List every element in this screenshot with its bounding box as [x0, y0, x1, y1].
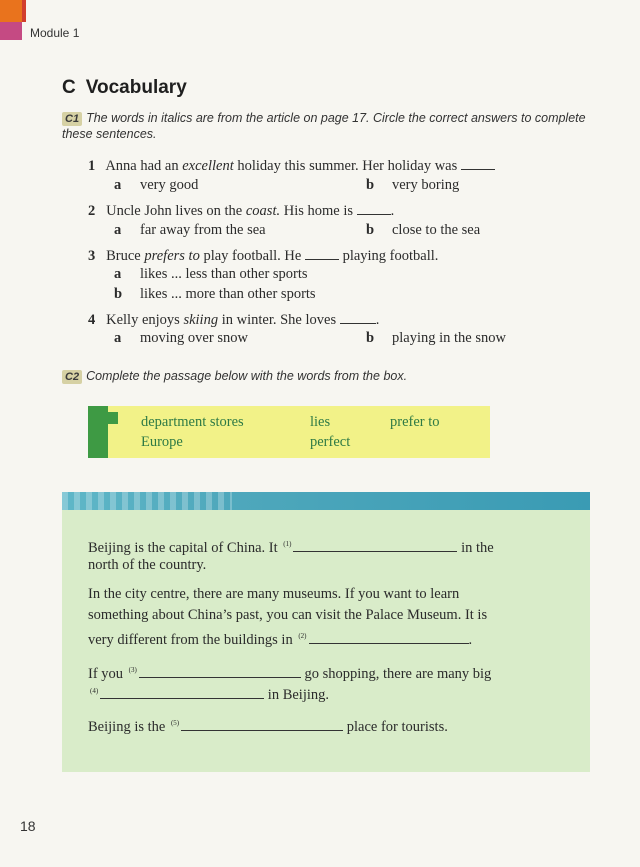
option-letter: b: [366, 330, 375, 346]
section-letter: C: [62, 77, 76, 98]
answer-blank[interactable]: [357, 202, 391, 215]
section-heading: [62, 77, 187, 99]
word-box-item: perfect: [310, 434, 351, 450]
passage-blank-1[interactable]: [293, 539, 457, 552]
option-text: very good: [140, 177, 199, 193]
passage-line: [88, 713, 448, 738]
passage-text: .: [468, 631, 473, 648]
blank-number: (2): [298, 632, 307, 640]
blank-number: (5): [170, 719, 180, 727]
question-3-option-a[interactable]: [114, 266, 308, 283]
answer-blank[interactable]: [461, 157, 495, 170]
passage-text: very different from the buildings in: [88, 631, 293, 648]
page-number: 18: [20, 818, 36, 834]
passage-blank-2[interactable]: [309, 631, 469, 644]
option-text: likes ... more than other sports: [140, 286, 316, 302]
question-text: Kelly enjoys: [106, 312, 184, 328]
question-text: Bruce: [106, 248, 145, 264]
question-1: [88, 157, 495, 175]
question-text: holiday this summer. Her holiday was: [233, 158, 458, 174]
passage-line: [88, 626, 472, 651]
passage-text: in Beijing.: [267, 686, 330, 703]
word-box-item: prefer to: [390, 414, 440, 430]
question-3-option-b[interactable]: [114, 286, 316, 303]
passage-line: [88, 681, 329, 706]
word-box-item: lies: [310, 414, 331, 430]
word-box-tab: [88, 406, 108, 458]
c1-instruction-text: The words in italics are from the article on page 17. Circle the correct answers to complete these sentences.: [62, 111, 586, 141]
passage-header-stripes: [62, 492, 232, 510]
option-letter: a: [114, 266, 122, 282]
question-text: Anna had an: [105, 158, 183, 174]
corner-decoration-orange: [0, 0, 22, 22]
question-number: 3: [88, 248, 96, 264]
question-2-option-b[interactable]: [366, 222, 480, 239]
blank-number: (3): [128, 666, 137, 674]
c1-badge: C1: [62, 112, 82, 126]
option-text: far away from the sea: [140, 222, 266, 238]
passage-line: In the city centre, there are many museums. If you want to learn: [88, 586, 460, 602]
c1-instruction: [62, 110, 587, 142]
question-text: playing football.: [342, 248, 439, 264]
passage-text: go shopping, there are many big: [304, 665, 492, 682]
passage-text: in the: [461, 539, 494, 556]
passage-line: north of the country.: [88, 557, 207, 573]
option-letter: a: [114, 222, 122, 238]
question-italic-word: excellent: [182, 158, 234, 174]
passage-blank-3[interactable]: [139, 665, 301, 678]
passage-text: If you: [88, 665, 124, 682]
passage-text: Beijing is the: [88, 718, 166, 735]
blank-number: (1): [283, 540, 292, 548]
question-4-option-a[interactable]: [114, 330, 248, 347]
question-number: 2: [88, 203, 96, 219]
question-italic-word: prefers to: [144, 248, 200, 264]
question-number: 4: [88, 312, 96, 328]
question-italic-word: skiing: [183, 312, 219, 328]
passage-text: Beijing is the capital of China. It: [88, 539, 278, 556]
passage-blank-5[interactable]: [181, 718, 343, 731]
option-text: moving over snow: [140, 330, 248, 346]
c2-badge: C2: [62, 370, 82, 384]
word-box-item: Europe: [141, 434, 183, 450]
question-italic-word: coast.: [245, 203, 281, 219]
word-box-notch: [106, 412, 118, 424]
question-2-option-a[interactable]: [114, 222, 266, 239]
question-text: play football. He: [199, 248, 302, 264]
passage-line: something about China’s past, you can visit the Palace Museum. It is: [88, 607, 488, 623]
question-number: 1: [88, 158, 96, 174]
option-text: very boring: [392, 177, 460, 193]
question-2: [88, 202, 394, 220]
option-text: likes ... less than other sports: [140, 266, 308, 282]
c2-instruction: [62, 368, 587, 384]
question-4-option-b[interactable]: [366, 330, 506, 347]
option-letter: b: [114, 286, 123, 302]
answer-blank[interactable]: [340, 311, 376, 324]
blank-number: (4): [90, 687, 99, 695]
question-1-option-b[interactable]: [366, 177, 459, 194]
question-4: [88, 311, 379, 329]
section-title: Vocabulary: [85, 77, 187, 98]
question-text: .: [390, 203, 395, 219]
corner-decoration-red: [22, 0, 26, 22]
answer-blank[interactable]: [305, 247, 339, 260]
option-text: playing in the snow: [392, 330, 506, 346]
option-letter: b: [366, 177, 375, 193]
corner-decoration-pink: [0, 22, 22, 40]
question-1-option-a[interactable]: [114, 177, 198, 194]
option-text: close to the sea: [392, 222, 481, 238]
question-text: Uncle John lives on the: [106, 203, 246, 219]
word-box-item: department stores: [141, 414, 244, 430]
question-text: .: [375, 312, 380, 328]
passage-blank-4[interactable]: [100, 686, 264, 699]
word-box: [88, 406, 490, 458]
option-letter: a: [114, 177, 122, 193]
option-letter: a: [114, 330, 122, 346]
question-text: in winter. She loves: [218, 312, 337, 328]
module-label: Module 1: [30, 26, 80, 40]
passage-text: place for tourists.: [346, 718, 448, 735]
question-3: [88, 247, 438, 265]
option-letter: b: [366, 222, 375, 238]
question-text: His home is: [280, 203, 354, 219]
c2-instruction-text: Complete the passage below with the words from the box.: [86, 369, 408, 383]
